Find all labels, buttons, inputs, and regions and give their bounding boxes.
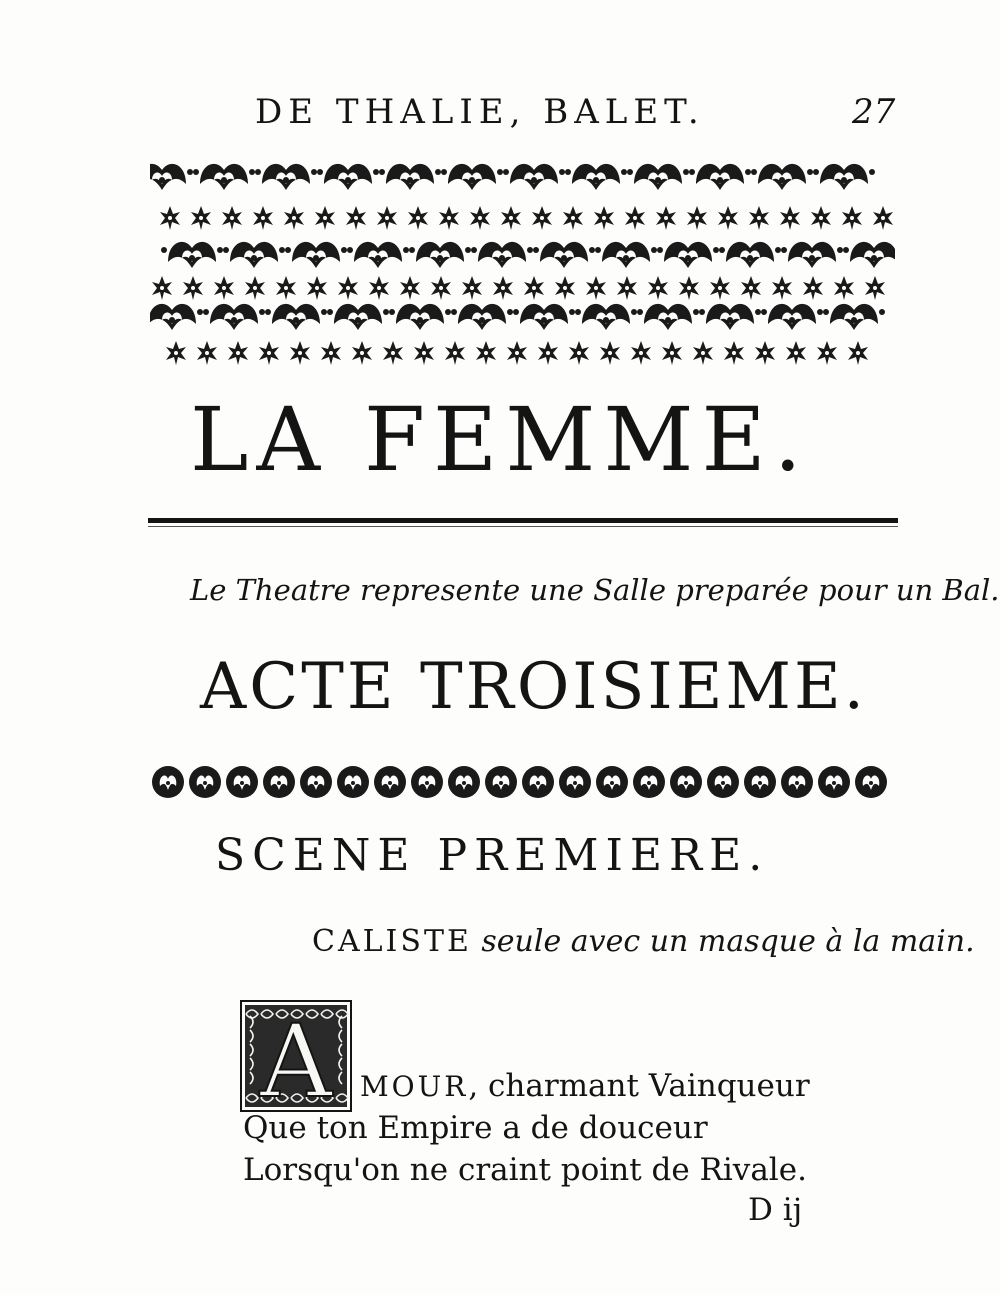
headpiece-motif [408, 206, 428, 230]
headpiece-motif [555, 276, 575, 300]
headpiece-motif [166, 341, 186, 365]
headpiece-motif [513, 304, 575, 330]
headpiece-motif [575, 304, 637, 330]
headpiece-motif [327, 304, 389, 330]
headpiece-motif [150, 164, 193, 190]
headpiece-motif [439, 206, 459, 230]
headpiece-motif [161, 242, 223, 268]
headpiece-motif [228, 341, 248, 365]
headpiece-motif [471, 242, 533, 268]
headpiece-motif [813, 164, 875, 190]
headpiece-motif [284, 206, 304, 230]
running-head: DE THALIE, BALET. [255, 92, 705, 132]
fleuron [448, 766, 480, 798]
fleuron [707, 766, 739, 798]
headpiece-motif [627, 164, 689, 190]
headpiece-motif [470, 206, 490, 230]
act-heading: ACTE TROISIEME. [200, 650, 867, 724]
fleuron [374, 766, 406, 798]
fleuron [226, 766, 258, 798]
headpiece-motif [290, 341, 310, 365]
headpiece-motif [781, 242, 843, 268]
headpiece-motif [501, 206, 521, 230]
headpiece-motif [595, 242, 657, 268]
headpiece-motif [648, 276, 668, 300]
headpiece-motif [193, 164, 255, 190]
headpiece-motif [699, 304, 761, 330]
headpiece-motif [276, 276, 296, 300]
headpiece-motif [347, 242, 409, 268]
headpiece-motif [594, 206, 614, 230]
headpiece-motif [414, 341, 434, 365]
headpiece-motif [631, 341, 651, 365]
title-rule [148, 518, 898, 523]
headpiece-motif [786, 341, 806, 365]
headpiece-motif [817, 341, 837, 365]
headpiece-motif [352, 341, 372, 365]
headpiece-motif [245, 276, 265, 300]
headpiece-motif [724, 341, 744, 365]
headpiece-motif [441, 164, 503, 190]
headpiece-motif [842, 206, 862, 230]
headpiece-motif [346, 206, 366, 230]
headpiece-motif [741, 276, 761, 300]
main-title: LA FEMME. [190, 388, 810, 491]
character-line [312, 924, 975, 959]
drop-cap-letter: A [259, 1003, 333, 1112]
headpiece-motif [259, 341, 279, 365]
verse-line-3: Lorsqu'on ne craint point de Rivale. [243, 1152, 807, 1188]
fleuron [781, 766, 813, 798]
headpiece-motif [253, 206, 273, 230]
headpiece-motif [183, 276, 203, 300]
fleuron [522, 766, 554, 798]
headpiece-motif [848, 341, 868, 365]
headpiece-motif [719, 242, 781, 268]
headpiece-motif [265, 304, 327, 330]
headpiece-motif [865, 276, 885, 300]
headpiece-motif [563, 206, 583, 230]
stage-direction: Le Theatre represente une Salle preparée pour un Bal. [190, 573, 1000, 607]
headpiece-motif [532, 206, 552, 230]
headpiece-motif [718, 206, 738, 230]
headpiece-motif [710, 276, 730, 300]
title-rule-thin [148, 526, 898, 527]
drop-cap [240, 1000, 352, 1112]
headpiece-motif [317, 164, 379, 190]
headpiece-motif [214, 276, 234, 300]
fleuron [744, 766, 776, 798]
headpiece-motif [657, 242, 719, 268]
headpiece-motif [377, 206, 397, 230]
page-number: 27 [852, 92, 896, 132]
headpiece-motif [873, 206, 893, 230]
headpiece-motif [780, 206, 800, 230]
fleuron [670, 766, 702, 798]
headpiece-motif [307, 276, 327, 300]
verse-line-2: Que ton Empire a de douceur [243, 1110, 708, 1146]
scene-heading: SCENE PREMIERE. [215, 830, 770, 881]
headpiece-motif [445, 341, 465, 365]
fleuron [337, 766, 369, 798]
headpiece-motif [451, 304, 513, 330]
fleuron [596, 766, 628, 798]
headpiece-motif [462, 276, 482, 300]
headpiece-motif [150, 304, 203, 330]
fleuron [189, 766, 221, 798]
headpiece-motif [679, 276, 699, 300]
fleuron [300, 766, 332, 798]
headpiece-motif [755, 341, 775, 365]
headpiece-motif [223, 242, 285, 268]
speaker-name: CALISTE [312, 924, 472, 959]
headpiece-motif [400, 276, 420, 300]
headpiece-motif [823, 304, 885, 330]
headpiece-motif [751, 164, 813, 190]
speaker-direction: seule avec un masque à la main. [481, 924, 975, 959]
headpiece-motif [321, 341, 341, 365]
headpiece-motif [803, 276, 823, 300]
headpiece-motif [569, 341, 589, 365]
headpiece-motif [689, 164, 751, 190]
headpiece-motif [503, 164, 565, 190]
verse-smallcaps: MOUR [360, 1070, 469, 1103]
drop-cap-frame [240, 1000, 352, 1112]
signature-mark: D ij [748, 1192, 803, 1228]
fleuron [263, 766, 295, 798]
headpiece-motif [772, 276, 792, 300]
headpiece-motif [586, 276, 606, 300]
headpiece-motif [222, 206, 242, 230]
headpiece-motif [600, 341, 620, 365]
headpiece-motif [369, 276, 389, 300]
headpiece-motif [476, 341, 496, 365]
headpiece-motif [285, 242, 347, 268]
headpiece-motif [160, 206, 180, 230]
fleuron [485, 766, 517, 798]
fleuron [633, 766, 665, 798]
headpiece-motif [843, 242, 895, 268]
headpiece-motif [383, 341, 403, 365]
headpiece-motif [203, 304, 265, 330]
headpiece-motif [507, 341, 527, 365]
headpiece-motif [533, 242, 595, 268]
headpiece-motif [749, 206, 769, 230]
verse-line-1 [360, 1068, 810, 1104]
headpiece-motif [617, 276, 637, 300]
headpiece-motif [389, 304, 451, 330]
headpiece-motif [255, 164, 317, 190]
fleuron [559, 766, 591, 798]
headpiece-motif [761, 304, 823, 330]
headpiece-motif [538, 341, 558, 365]
headpiece-motif [811, 206, 831, 230]
headpiece-motif [197, 341, 217, 365]
fleuron [818, 766, 850, 798]
headpiece-motif [637, 304, 699, 330]
fleuron [152, 766, 184, 798]
headpiece-motif [834, 276, 854, 300]
verse-line-1-text: , charmant Vainqueur [468, 1068, 810, 1104]
headpiece-motif [625, 206, 645, 230]
headpiece-motif [431, 276, 451, 300]
headpiece-motif [409, 242, 471, 268]
headpiece-motif [315, 206, 335, 230]
headpiece-motif [565, 164, 627, 190]
headpiece-motif [524, 276, 544, 300]
headpiece-motif [662, 341, 682, 365]
fleuron-row-ornament [150, 762, 898, 802]
headpiece-motif [656, 206, 676, 230]
headpiece-motif [152, 276, 172, 300]
headpiece-motif [693, 341, 713, 365]
fleuron [411, 766, 443, 798]
headpiece-motif [338, 276, 358, 300]
headpiece-motif [379, 164, 441, 190]
headpiece-motif [191, 206, 211, 230]
fleuron [855, 766, 887, 798]
headpiece-motif [493, 276, 513, 300]
headpiece-motif [687, 206, 707, 230]
floral-headpiece-ornament [150, 148, 895, 376]
